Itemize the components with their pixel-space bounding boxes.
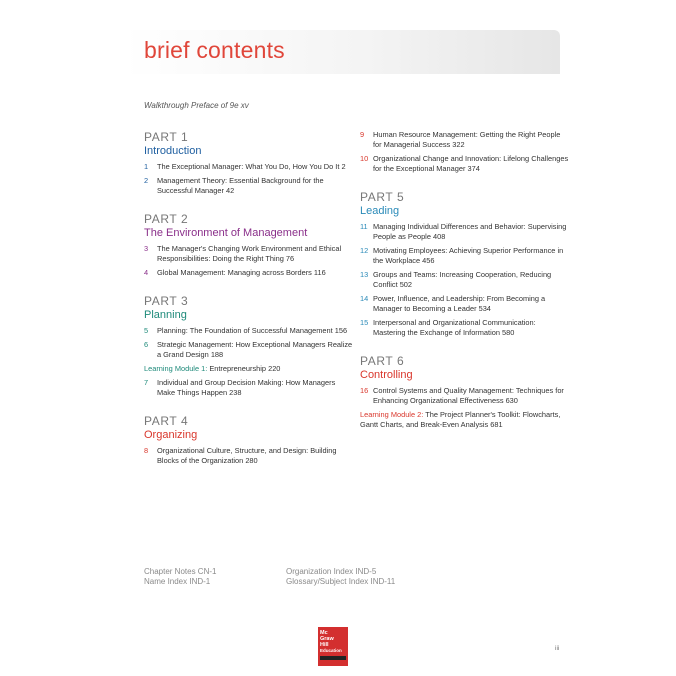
learning-module-title: The Project Planner's Toolkit: Flowcharts, Gantt Charts, and Break-Even Analysis 681 — [360, 410, 561, 429]
part-title: Controlling — [360, 369, 413, 381]
chapter-title: Organizational Change and Innovation: Lifelong Challenges for the Exceptional Manager 374 — [373, 154, 569, 173]
part-5 — [360, 190, 570, 338]
chapter-title: The Exceptional Manager: What You Do, How You Do It 2 — [157, 162, 346, 171]
chapter-title: Organizational Culture, Structure, and Design: Building Blocks of the Organization 280 — [157, 446, 337, 465]
chapter-entry[interactable] — [144, 340, 354, 360]
chapter-title: Global Management: Managing across Borders 116 — [157, 268, 326, 277]
learning-module-entry[interactable] — [144, 364, 354, 374]
part-title: Leading — [360, 205, 400, 217]
logo-line: Graw — [320, 636, 334, 642]
part-title: The Environment of Management — [144, 227, 308, 239]
part-1 — [144, 130, 354, 196]
part-title: Introduction — [144, 145, 202, 157]
chapter-number: 10 — [360, 154, 369, 163]
chapter-entry[interactable] — [144, 378, 354, 398]
chapter-number: 13 — [360, 270, 369, 279]
chapter-entry[interactable] — [360, 270, 570, 290]
chapter-entry[interactable] — [360, 154, 570, 174]
part-label: PART 3 — [144, 294, 189, 308]
publisher-logo — [318, 627, 348, 666]
chapter-title: Individual and Group Decision Making: How Managers Make Things Happen 238 — [157, 378, 336, 397]
part-label: PART 4 — [144, 414, 189, 428]
chapter-entry[interactable] — [360, 386, 570, 406]
part-title: Organizing — [144, 429, 198, 441]
chapter-entry[interactable] — [360, 294, 570, 314]
chapter-number: 2 — [144, 176, 149, 185]
chapter-entry[interactable] — [144, 176, 354, 196]
backmatter-entry[interactable]: Name Index IND-1 — [144, 577, 211, 586]
backmatter-right — [286, 567, 395, 587]
chapter-number: 14 — [360, 294, 369, 303]
chapter-title: Management Theory: Essential Background for the Successful Manager 42 — [157, 176, 324, 195]
learning-module-title: Entrepreneurship 220 — [207, 364, 281, 373]
chapter-number: 8 — [144, 446, 149, 455]
chapter-title: Motivating Employees: Achieving Superior Performance in the Workplace 456 — [373, 246, 564, 265]
logo-line: Mc — [320, 630, 328, 636]
chapter-number: 9 — [360, 130, 365, 139]
backmatter-entry[interactable]: Organization Index IND-5 — [286, 567, 377, 576]
backmatter-entry[interactable]: Glossary/Subject Index IND-11 — [286, 577, 396, 586]
walkthrough-entry: Walkthrough Preface of 9e xv — [144, 101, 249, 110]
part-label: PART 1 — [144, 130, 189, 144]
chapter-number: 1 — [144, 162, 149, 171]
part-2 — [144, 212, 354, 278]
chapter-number: 4 — [144, 268, 149, 277]
part-6 — [360, 354, 570, 430]
chapter-title: The Manager's Changing Work Environment and Ethical Responsibilities: Doing the Right Thing 76 — [157, 244, 342, 263]
chapter-entry[interactable] — [360, 246, 570, 266]
chapter-number: 15 — [360, 318, 369, 327]
chapter-entry[interactable] — [360, 318, 570, 338]
part-3 — [144, 294, 354, 398]
part-label: PART 5 — [360, 190, 405, 204]
chapter-entry[interactable] — [144, 326, 354, 336]
part-title: Planning — [144, 309, 187, 321]
chapter-entry[interactable] — [360, 130, 570, 150]
chapter-number: 7 — [144, 378, 149, 387]
learning-module-label: Learning Module 1: — [144, 364, 208, 373]
chapter-entry[interactable] — [144, 268, 354, 278]
part-label: PART 6 — [360, 354, 405, 368]
chapter-entry[interactable] — [144, 446, 354, 466]
logo-band — [320, 656, 346, 660]
chapter-number: 6 — [144, 340, 149, 349]
left-column — [144, 130, 354, 470]
chapter-title: Power, Influence, and Leadership: From Becoming a Manager to Becoming a Leader 534 — [373, 294, 546, 313]
chapter-number: 3 — [144, 244, 149, 253]
backmatter-left — [144, 567, 216, 587]
chapter-title: Interpersonal and Organizational Communication: Mastering the Exchange of Information 580 — [373, 318, 536, 337]
backmatter-entry[interactable]: Chapter Notes CN-1 — [144, 567, 217, 576]
chapter-entry[interactable] — [144, 162, 354, 172]
chapter-title: Strategic Management: How Exceptional Managers Realize a Grand Design 188 — [157, 340, 353, 359]
chapter-entry[interactable] — [144, 244, 354, 264]
chapter-title: Managing Individual Differences and Behavior: Supervising People as People 408 — [373, 222, 567, 241]
page-number: iii — [555, 645, 560, 652]
part-4 — [144, 414, 354, 466]
learning-module-label: Learning Module 2: — [360, 410, 424, 419]
chapter-title: Planning: The Foundation of Successful Management 156 — [157, 326, 348, 335]
chapter-title: Groups and Teams: Increasing Cooperation, Reducing Conflict 502 — [373, 270, 552, 289]
right-column — [360, 130, 570, 434]
chapter-title: Control Systems and Quality Management: Techniques for Enhancing Organizational Effectiveness 630 — [373, 386, 564, 405]
chapter-number: 12 — [360, 246, 369, 255]
chapter-number: 16 — [360, 386, 369, 395]
part-label: PART 2 — [144, 212, 189, 226]
page-title: brief contents — [144, 37, 285, 63]
chapter-number: 5 — [144, 326, 149, 335]
chapter-title: Human Resource Management: Getting the Right People for Managerial Success 322 — [373, 130, 561, 149]
logo-line: Education — [320, 648, 342, 653]
chapter-number: 11 — [360, 222, 368, 231]
logo-line: Hill — [320, 642, 329, 648]
learning-module-entry[interactable] — [360, 410, 570, 430]
chapter-entry[interactable] — [360, 222, 570, 242]
